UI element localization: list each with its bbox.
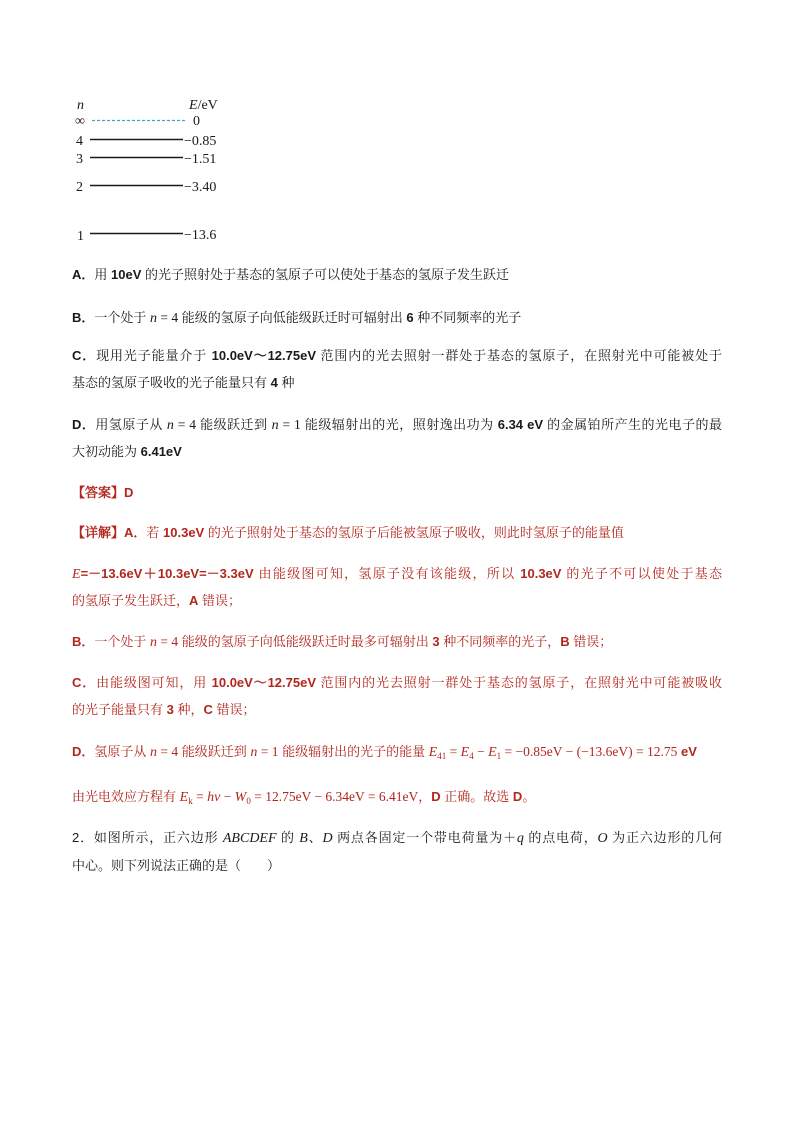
explanation-line-1-segment: 若 bbox=[146, 525, 164, 540]
explanation-line-4-segment: = 4 bbox=[157, 634, 179, 649]
option-d-line-2-segment: 6.41eV bbox=[140, 444, 182, 459]
option-c-line-2 bbox=[72, 374, 722, 392]
question-2-line-2 bbox=[72, 857, 722, 875]
option-b-segment: 能级的氢原子向低能级跃迁时可辐射出 bbox=[178, 310, 407, 325]
explanation-line-7-segment: 氢原子从 bbox=[94, 744, 151, 759]
explanation-line-8-segment: k bbox=[188, 796, 193, 806]
question-2-line-1-segment: O bbox=[597, 831, 608, 846]
option-c-line-1-segment: 10.0eV～12.75eV bbox=[211, 348, 317, 363]
option-a-segment: A． bbox=[72, 267, 95, 282]
explanation-line-7-segment: n bbox=[250, 745, 258, 760]
energy-symbol: E bbox=[189, 98, 198, 113]
question-2-line-1-segment: 2． bbox=[72, 830, 94, 845]
level-4-energy: −0.85 bbox=[184, 134, 217, 149]
explanation-line-5-segment: 10.0eV～12.75eV bbox=[211, 675, 317, 690]
question-2-line-1-segment: 的点电荷， bbox=[523, 830, 598, 845]
option-a-segment: 的光子照射处于基态的氢原子可以使处于基态的氢原子发生跃迁 bbox=[141, 267, 510, 282]
explanation-line-8-segment: = 12.75eV − 6.34eV = 6.41eV bbox=[250, 789, 419, 804]
explanation-line-6-segment: 3 bbox=[166, 702, 174, 717]
explanation-line-4-segment: B． bbox=[72, 634, 95, 649]
explanation-line-8-segment: D bbox=[431, 789, 441, 804]
level-infinity-energy: 0 bbox=[193, 114, 200, 129]
explanation-line-8-segment: hν bbox=[207, 790, 221, 805]
question-2-line-1-segment: 的 bbox=[276, 830, 300, 845]
explanation-line-1-segment: 10.3eV bbox=[163, 525, 205, 540]
option-c-line-2-segment: 基态的氢原子吸收的光子能量只有 bbox=[72, 375, 271, 390]
explanation-line-3-segment: 的氢原子发生跃迁， bbox=[72, 593, 190, 608]
explanation-line-8-segment: W bbox=[234, 790, 247, 805]
explanation-line-8-segment: D bbox=[512, 789, 523, 804]
question-2-line-1 bbox=[72, 829, 722, 848]
explanation-line-8 bbox=[72, 788, 722, 810]
option-c-line-1-segment: 范围内的光去照射一群处于基态的氢原子，在照射光中可能被处于 bbox=[316, 348, 722, 363]
explanation-line-2 bbox=[72, 565, 722, 584]
explanation-line-4-segment: 种不同频率的光子， bbox=[439, 634, 561, 649]
option-d-line-1-segment: = 4 bbox=[173, 417, 196, 432]
explanation-line-5-segment: 范围内的光去照射一群处于基态的氢原子，在照射光中可能被吸收 bbox=[316, 675, 722, 690]
explanation-line-7-segment: = bbox=[446, 744, 461, 759]
option-a-segment: 10eV bbox=[111, 267, 142, 282]
explanation-line-7-segment: 能级辐射出的光子的能量 bbox=[278, 744, 429, 759]
explanation-line-3-segment: 错误； bbox=[198, 593, 242, 608]
explanation-line-3 bbox=[72, 592, 722, 610]
explanation-line-1 bbox=[72, 524, 722, 542]
explanation-line-8-segment: 0 bbox=[246, 796, 251, 806]
explanation-line-2-segment: E bbox=[72, 567, 81, 582]
explanation-line-7-segment: n bbox=[150, 745, 158, 760]
level-1-label: 1 bbox=[77, 229, 84, 244]
option-d-line-1-segment: n bbox=[271, 418, 279, 433]
explanation-line-7-segment: 41 bbox=[437, 751, 447, 761]
explanation-line-4-segment: B bbox=[560, 634, 570, 649]
option-d-line-1-segment: = 1 bbox=[278, 417, 301, 432]
option-d-line-2 bbox=[72, 443, 722, 461]
answer-label: 【答案】D bbox=[72, 485, 134, 500]
level-2-label: 2 bbox=[76, 180, 83, 195]
level-3-energy: −1.51 bbox=[184, 152, 217, 167]
option-c-line-2-segment: 4 bbox=[270, 375, 278, 390]
explanation-line-4-segment: 错误； bbox=[569, 634, 613, 649]
explanation-line-4-segment: 一个处于 bbox=[94, 634, 151, 649]
explanation-line-7-segment: 1 bbox=[496, 751, 502, 761]
option-c-line-1-segment: C． bbox=[72, 348, 97, 363]
question-2-line-1-segment: 如图所示，正六边形 bbox=[93, 830, 223, 845]
explanation-line-7 bbox=[72, 743, 722, 765]
energy-axis-label bbox=[188, 98, 218, 113]
option-b bbox=[72, 309, 722, 328]
explanation-line-6-segment: 的光子能量只有 bbox=[72, 702, 167, 717]
level-1-energy: −13.6 bbox=[184, 228, 217, 243]
explanation-line-8-segment: 正确。故选 bbox=[440, 789, 513, 804]
option-b-segment: 6 bbox=[406, 310, 414, 325]
option-d-line-1-segment: 能级跃迁到 bbox=[196, 417, 272, 432]
explanation-line-8-segment: 。 bbox=[522, 789, 536, 804]
explanation-line-7-segment: eV bbox=[677, 744, 697, 759]
option-d-line-1 bbox=[72, 416, 722, 435]
explanation-line-2-segment: 由能级图可知，氢原子没有该能级，所以 bbox=[253, 566, 521, 581]
explanation-line-8-segment: = bbox=[192, 789, 208, 804]
explanation-line-6 bbox=[72, 701, 722, 719]
level-3-label: 3 bbox=[76, 152, 83, 167]
option-d-line-1-segment: 6.34 eV bbox=[497, 417, 544, 432]
explanation-line-7-segment: = 1 bbox=[257, 744, 279, 759]
explanation-line-6-segment: C bbox=[203, 702, 213, 717]
explanation-line-4-segment: 3 bbox=[432, 634, 440, 649]
level-2-energy: −3.40 bbox=[184, 180, 217, 195]
explanation-line-6-segment: 错误； bbox=[212, 702, 256, 717]
energy-unit: /eV bbox=[197, 98, 218, 113]
question-2-line-1-segment: q bbox=[516, 831, 524, 846]
question-2-line-1-segment: 两点各固定一个带电荷量为＋ bbox=[332, 830, 517, 845]
question-2-line-2-segment: 中心。则下列说法正确的是（ ） bbox=[72, 858, 281, 873]
option-b-segment: 种不同频率的光子 bbox=[413, 310, 522, 325]
explanation-line-5-segment: C． bbox=[72, 675, 97, 690]
explanation-line-8-segment: 由光电效应方程有 bbox=[72, 789, 180, 804]
option-c-line-2-segment: 种 bbox=[277, 375, 295, 390]
explanation-line-2-segment: 10.3eV bbox=[520, 566, 562, 581]
question-2-line-1-segment: ABCDEF bbox=[222, 831, 277, 846]
explanation-line-5 bbox=[72, 674, 722, 692]
question-2-line-1-segment: B bbox=[299, 831, 308, 846]
explanation-line-8-segment: − bbox=[220, 789, 235, 804]
explanation-line-7-segment: E bbox=[428, 745, 438, 760]
explanation-line-4-segment: 能级的氢原子向低能级跃迁时最多可辐射出 bbox=[178, 634, 433, 649]
question-2-line-1-segment: 、 bbox=[307, 830, 323, 845]
option-d-line-1-segment: 的金属铂所产生的光电子的最 bbox=[543, 417, 722, 432]
explanation-line-1-segment: 的光子照射处于基态的氢原子后能被氢原子吸收，则此时氢原子的能量值 bbox=[204, 525, 624, 540]
explanation-line-2-segment: 的光子不可以使处于基态 bbox=[561, 566, 723, 581]
option-b-segment: n bbox=[150, 311, 158, 326]
explanation-line-8-segment: E bbox=[179, 790, 189, 805]
explanation-line-7-segment: − bbox=[473, 744, 489, 759]
option-d-line-1-segment: 能级辐射出的光，照射逸出功为 bbox=[300, 417, 498, 432]
level-infinity-label: ∞ bbox=[75, 114, 85, 129]
option-b-segment: B． bbox=[72, 310, 95, 325]
option-c-line-1-segment: 现用光子能量介于 bbox=[96, 348, 212, 363]
option-d-line-1-segment: D． bbox=[72, 417, 96, 432]
option-a-segment: 用 bbox=[94, 267, 112, 282]
explanation-line-7-segment: 4 bbox=[469, 751, 474, 761]
explanation-line-5-segment: 由能级图可知，用 bbox=[96, 675, 212, 690]
explanation-line-8-segment: ， bbox=[418, 789, 432, 804]
option-d-line-2-segment: 大初动能为 bbox=[72, 444, 141, 459]
explanation-line-7-segment: D． bbox=[72, 744, 95, 759]
explanation-line-4 bbox=[72, 633, 722, 652]
option-b-segment: = 4 bbox=[157, 310, 179, 325]
explanation-line-7-segment: = 4 bbox=[157, 744, 179, 759]
question-2-line-1-segment: D bbox=[322, 831, 333, 846]
explanation-line-7-segment: = −0.85eV − (−13.6eV) = 12.75 bbox=[501, 744, 678, 759]
explanation-line-4-segment: n bbox=[150, 635, 158, 650]
option-d-line-1-segment: 用氢原子从 bbox=[95, 417, 167, 432]
explanation-line-7-segment: E bbox=[460, 745, 470, 760]
explanation-line-1-segment: 【详解】A． bbox=[72, 525, 147, 540]
question-2-line-1-segment: 为正六边形的几何 bbox=[607, 830, 722, 845]
explanation-line-7-segment: 能级跃迁到 bbox=[178, 744, 251, 759]
option-b-segment: 一个处于 bbox=[94, 310, 151, 325]
option-d-line-1-segment: n bbox=[166, 418, 174, 433]
explanation-line-6-segment: 种， bbox=[173, 702, 204, 717]
quantum-number-axis-label: n bbox=[77, 98, 84, 113]
energy-level-diagram bbox=[0, 0, 260, 250]
explanation-line-2-segment: =－13.6eV＋10.3eV=－3.3eV bbox=[80, 566, 254, 581]
option-a bbox=[72, 266, 722, 284]
level-4-label: 4 bbox=[76, 134, 83, 149]
option-c-line-1 bbox=[72, 347, 722, 365]
explanation-line-7-segment: E bbox=[488, 745, 497, 760]
explanation-line-3-segment: A bbox=[189, 593, 199, 608]
